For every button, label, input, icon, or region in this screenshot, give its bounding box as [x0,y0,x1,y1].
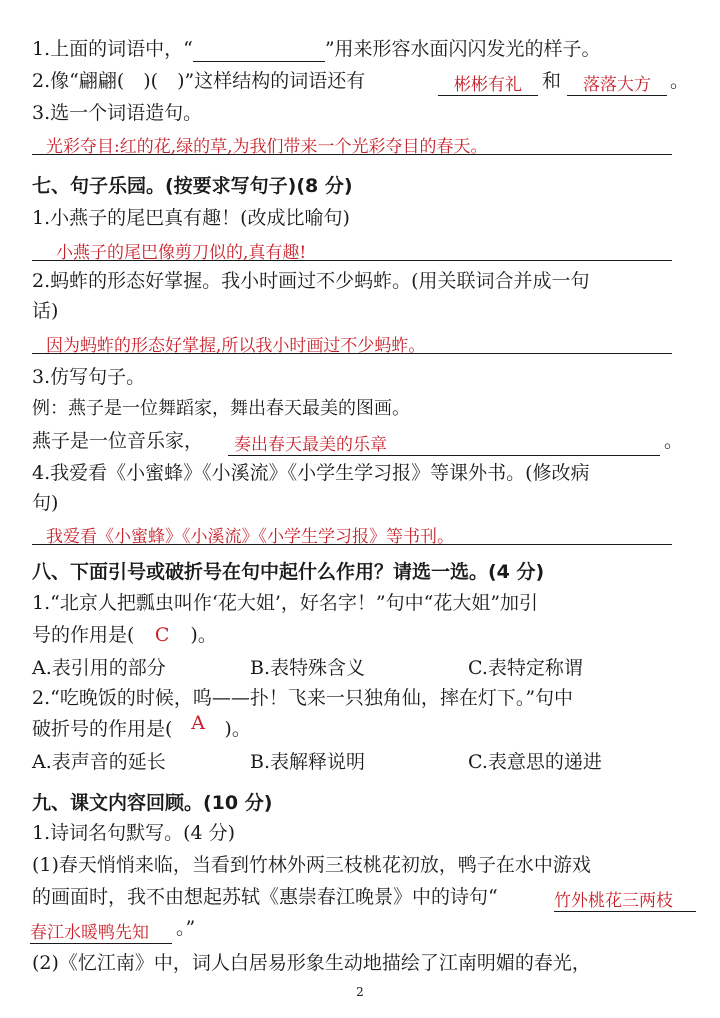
section-9-title: 九、课文内容回顾。(10 分) [32,792,273,814]
question-2: 2.像“翩翩( )( )”这样结构的词语还有 [32,70,366,92]
s8-q2-line1: 2.“吃晚饭的时候，呜——扑！飞来一只独角仙，摔在灯下。”句中 [32,687,574,709]
s7-q2-line1: 2.蚂蚱的形态好掌握。我小时画过不少蚂蚱。(用关联词合并成一句 [32,270,590,292]
question-3: 3.选一个词语造句。 [32,102,203,124]
s7-q2-answer: 因为蚂蚱的形态好掌握,所以我小时画过不少蚂蚱。 [46,336,426,356]
s7-q2-line2: 话) [32,300,59,322]
answer-rule [32,544,672,545]
question-1: 1.上面的词语中，“ ”用来形容水面闪闪发光的样子。 [32,38,601,60]
s7-q1: 1.小燕子的尾巴真有趣！(改成比喻句) [32,207,350,229]
s7-q4-line1: 4.我爱看《小蜜蜂》《小溪流》《小学生学习报》等课外书。(修改病 [32,462,590,484]
answer-rule [32,353,672,354]
option-a[interactable]: A.表声音的延长 [32,751,166,773]
sentence-answer: 光彩夺目:红的花,绿的草,为我们带来一个光彩夺目的春天。 [46,137,488,157]
s7-q3-example: 例：燕子是一位舞蹈家，舞出春天最美的图画。 [32,398,410,419]
s7-q1-answer: 小燕子的尾巴像剪刀似的,真有趣! [56,243,307,263]
blank-field[interactable] [193,39,325,62]
option-b[interactable]: B.表特殊含义 [250,657,366,679]
s8-q1-line1: 1.“北京人把瓢虫叫作‘花大姐’，好名字！”句中“花大姐”加引 [32,592,539,614]
poem-answer-2[interactable]: 春江水暖鸭先知 [30,918,172,944]
option-c[interactable]: C.表特定称谓 [468,657,583,679]
answer-blank-1[interactable]: 彬彬有礼 [438,70,538,96]
s7-q4-line2: 句) [32,492,59,514]
period: 。 [664,430,684,452]
s7-q3: 3.仿写句子。 [32,366,146,388]
s9-p1-line2: 的画面时，我不由想起苏轼《惠崇春江晚景》中的诗句“ [32,886,498,908]
and-text: 和 [542,70,562,92]
answer-choice[interactable]: A [191,712,206,734]
s9-p1-line1: (1)春天悄悄来临，当看到竹林外两三枝桃花初放，鸭子在水中游戏 [32,854,591,876]
answer-choice[interactable]: C [154,624,170,646]
closing-quote: 。” [176,917,196,939]
option-c[interactable]: C.表意思的递进 [468,751,602,773]
answer-blank-2[interactable]: 落落大方 [567,70,667,96]
s7-q3-prompt: 燕子是一位音乐家， [32,430,204,452]
section-7-title: 七、句子乐园。(按要求写句子)(8 分) [32,175,353,197]
s8-q2-line2: 破折号的作用是( A )。 [32,712,251,740]
section-8-title: 八、下面引号或破折号在句中起什么作用？请选一选。(4 分) [32,561,545,583]
poem-answer-1[interactable]: 竹外桃花三两枝 [554,886,696,912]
s9-q1: 1.诗词名句默写。(4 分) [32,822,236,844]
option-a[interactable]: A.表引用的部分 [32,657,166,679]
answer-rule [32,154,672,155]
s8-q1-line2: 号的作用是( C )。 [32,624,217,646]
s7-q3-answer[interactable]: 奏出春天最美的乐章 [228,430,660,456]
period: 。 [670,70,690,92]
answer-rule [32,260,672,261]
option-b[interactable]: B.表解释说明 [250,751,366,773]
s7-q4-answer: 我爱看《小蜜蜂》《小溪流》《小学生学习报》等书刊。 [46,527,454,547]
s9-p2: (2)《忆江南》中，词人白居易形象生动地描绘了江南明媚的春光， [32,952,591,974]
page-number: 2 [356,985,364,999]
